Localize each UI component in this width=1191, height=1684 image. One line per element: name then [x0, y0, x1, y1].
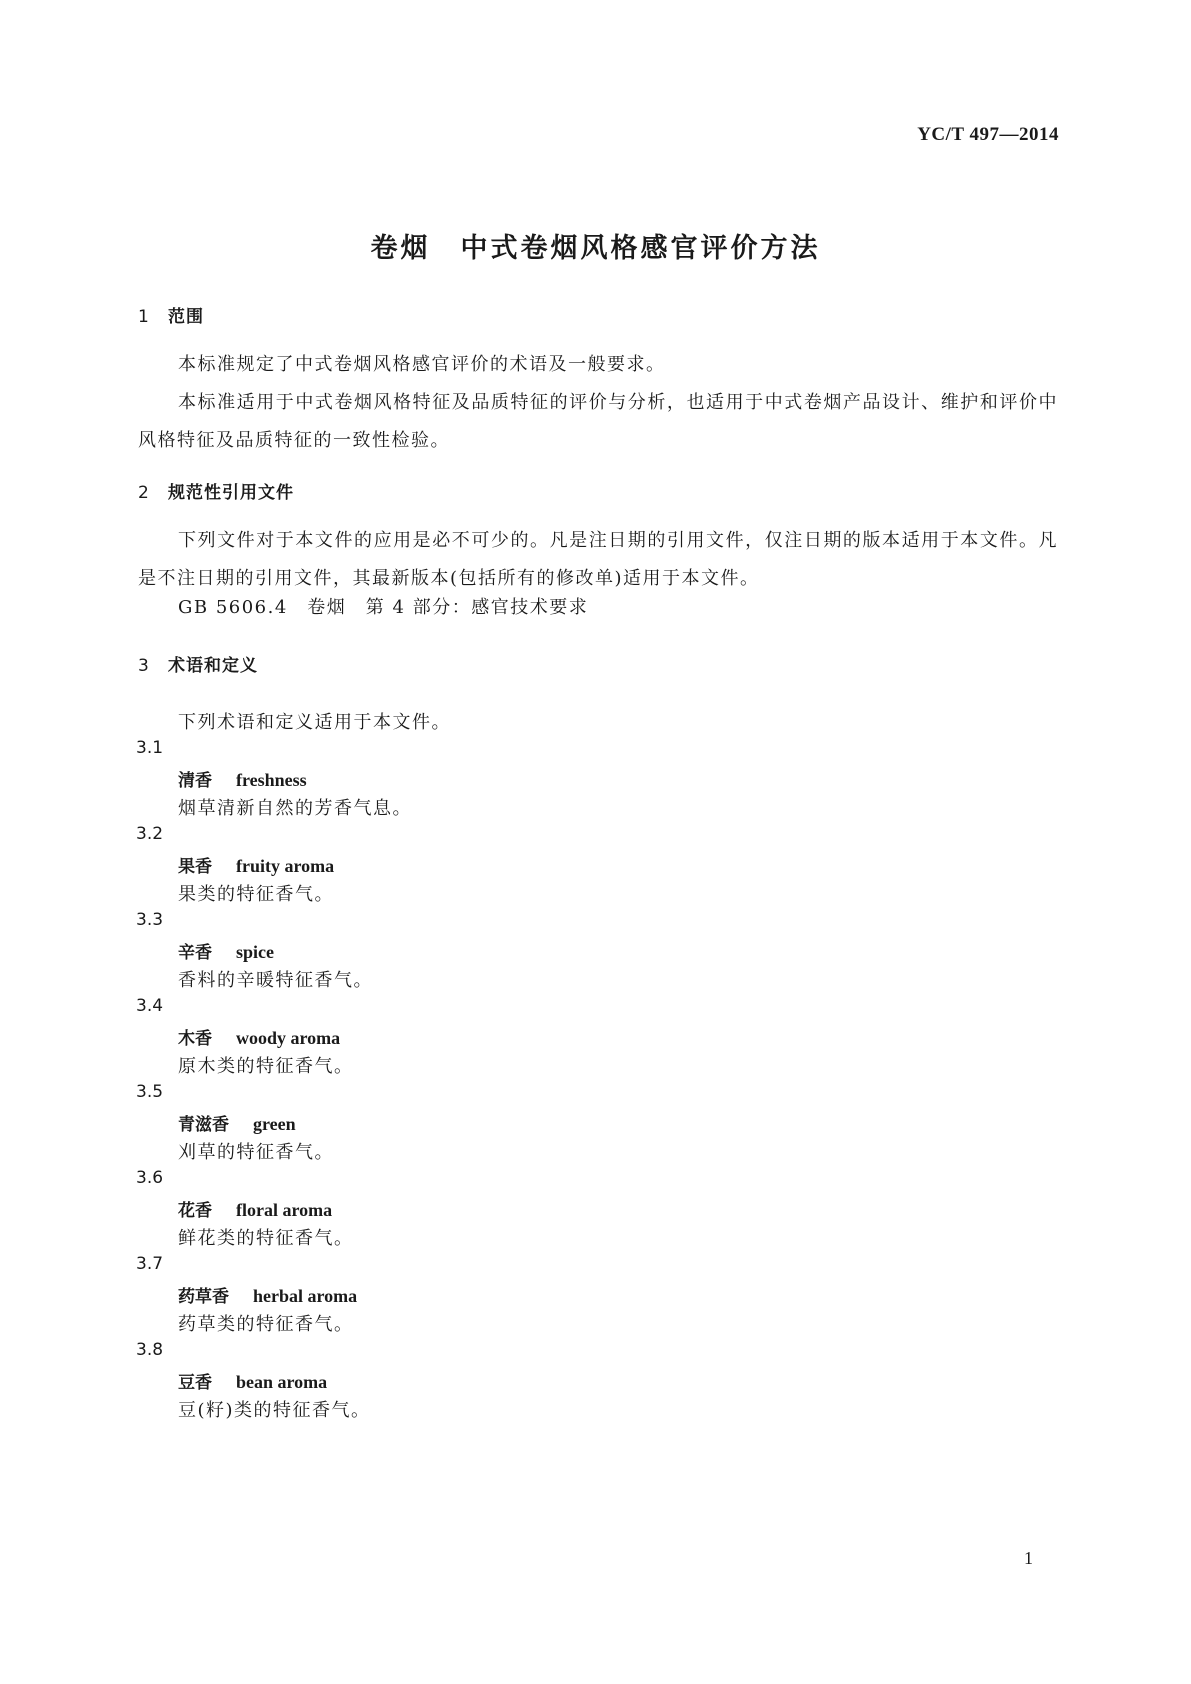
term-definition: 烟草清新自然的芳香气息。	[178, 798, 412, 819]
term-number: 3.1	[136, 738, 164, 758]
term-zh: 果香	[178, 857, 212, 877]
section-number: 2	[138, 483, 150, 503]
section-title: 范围	[168, 307, 204, 327]
term-zh: 青滋香	[178, 1115, 229, 1135]
section-heading-references	[138, 478, 294, 503]
term-definition: 果类的特征香气。	[178, 884, 334, 905]
term-en: freshness	[236, 770, 307, 790]
section-heading-terms	[138, 651, 258, 676]
term-number: 3.7	[136, 1254, 164, 1274]
term-zh: 木香	[178, 1029, 212, 1049]
term-en: herbal aroma	[253, 1286, 358, 1306]
term-number: 3.4	[136, 996, 164, 1016]
term-number: 3.3	[136, 910, 164, 930]
term-en: bean aroma	[236, 1372, 328, 1392]
term-name	[178, 1110, 296, 1135]
term-definition: 刈草的特征香气。	[178, 1142, 334, 1163]
term-number: 3.8	[136, 1340, 164, 1360]
term-zh: 豆香	[178, 1373, 212, 1393]
section-title: 规范性引用文件	[168, 483, 294, 503]
term-definition: 药草类的特征香气。	[178, 1314, 354, 1335]
references-paragraph: 下列文件对于本文件的应用是必不可少的。凡是注日期的引用文件，仅注日期的版本适用于本文件。凡是不注日期的引用文件，其最新版本(包括所有的修改单)适用于本文件。	[138, 530, 1058, 589]
term-name	[178, 1282, 357, 1307]
term-zh: 药草香	[178, 1287, 229, 1307]
term-zh: 清香	[178, 771, 212, 791]
section-title: 术语和定义	[168, 656, 258, 676]
term-en: woody aroma	[236, 1028, 341, 1048]
term-name	[178, 852, 334, 877]
scope-paragraph-1: 本标准规定了中式卷烟风格感官评价的术语及一般要求。	[178, 354, 666, 375]
term-definition: 原木类的特征香气。	[178, 1056, 354, 1077]
document-title: 卷烟 中式卷烟风格感官评价方法	[370, 233, 821, 264]
term-en: floral aroma	[236, 1200, 333, 1220]
section-heading-scope	[138, 302, 204, 327]
terms-intro: 下列术语和定义适用于本文件。	[178, 712, 451, 733]
section-number: 1	[138, 307, 150, 327]
term-definition: 香料的辛暖特征香气。	[178, 970, 373, 991]
standard-code: YC/T 497—2014	[917, 124, 1059, 145]
term-definition: 鲜花类的特征香气。	[178, 1228, 354, 1249]
page-number: 1	[1024, 1548, 1033, 1568]
term-number: 3.5	[136, 1082, 164, 1102]
scope-paragraph-2: 本标准适用于中式卷烟风格特征及品质特征的评价与分析，也适用于中式卷烟产品设计、维护和评价中风格特征及品质特征的一致性检验。	[138, 392, 1058, 451]
term-number: 3.2	[136, 824, 164, 844]
section-number: 3	[138, 656, 150, 676]
term-name	[178, 938, 274, 963]
term-zh: 花香	[178, 1201, 212, 1221]
term-name	[178, 766, 307, 791]
term-en: fruity aroma	[236, 856, 335, 876]
term-name	[178, 1368, 327, 1393]
term-zh: 辛香	[178, 943, 212, 963]
term-name	[178, 1196, 332, 1221]
term-en: spice	[236, 942, 274, 962]
reference-item: GB 5606.4 卷烟 第 4 部分：感官技术要求	[178, 597, 589, 618]
term-en: green	[253, 1114, 296, 1134]
term-number: 3.6	[136, 1168, 164, 1188]
term-name	[178, 1024, 340, 1049]
term-definition: 豆(籽)类的特征香气。	[178, 1400, 371, 1421]
